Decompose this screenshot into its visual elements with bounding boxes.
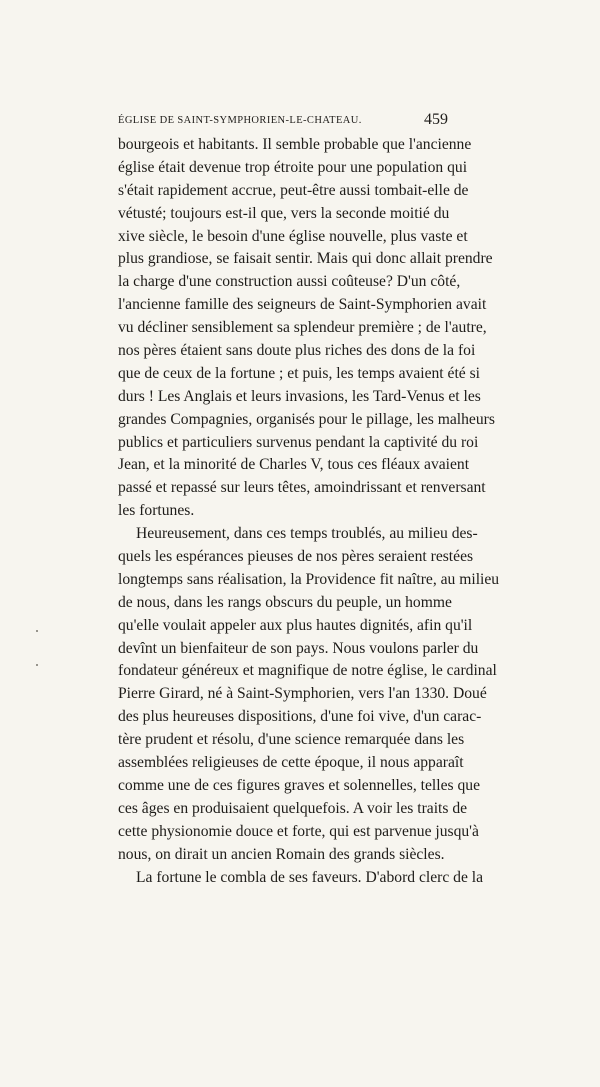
text-line: cette physionomie douce et forte, qui est parvenue jusqu'à <box>118 822 479 840</box>
text-line: s'était rapidement accrue, peut-être aussi tombait-elle de <box>118 181 469 199</box>
text-line: de nous, dans les rangs obscurs du peuple, un homme <box>118 593 452 611</box>
text-line: église était devenue trop étroite pour une population qui <box>118 158 468 176</box>
text-line: grandes Compagnies, organisés pour le pillage, les malheurs <box>118 410 495 428</box>
text-line: passé et repassé sur leurs têtes, amoindrissant et renversant <box>118 479 486 497</box>
text-line: bourgeois et habitants. Il semble probable que l'ancienne <box>118 136 472 153</box>
text-line: La fortune le combla de ses faveurs. D'abord clerc de la <box>136 868 484 886</box>
running-head: ÉGLISE DE SAINT-SYMPHORIEN-LE-CHATEAU. <box>118 115 362 126</box>
text-line: Pierre Girard, né à Saint-Symphorien, vers l'an 1330. Doué <box>118 685 487 703</box>
text-line: les fortunes. <box>118 502 195 520</box>
text-line: comme une de ces figures graves et solennelles, telles que <box>118 776 480 794</box>
text-line: Heureusement, dans ces temps troublés, au milieu des- <box>136 525 478 543</box>
text-line: devînt un bienfaiteur de son pays. Nous voulons parler du <box>118 639 479 657</box>
paper-speck <box>36 664 38 666</box>
text-line: l'ancienne famille des seigneurs de Saint-Symphorien avait <box>118 296 487 314</box>
text-line: fondateur généreux et magnifique de notre église, le cardinal <box>118 662 497 680</box>
text-line: plus grandiose, se faisait sentir. Mais qui donc allait prendre <box>118 250 493 268</box>
text-line: la charge d'une construction aussi coûteuse? D'un côté, <box>118 273 461 291</box>
text-line: tère prudent et résolu, d'une science remarquée dans les <box>118 731 465 749</box>
text-line: assemblées religieuses de cette époque, il nous apparaît <box>118 754 464 772</box>
text-line: que de ceux de la fortune ; et puis, les temps avaient été si <box>118 364 480 382</box>
text-line: nous, on dirait un ancien Romain des grands siècles. <box>118 845 445 863</box>
text-line: durs ! Les Anglais et leurs invasions, les Tard-Venus et les <box>118 387 481 405</box>
page-header <box>118 113 448 131</box>
text-line: quels les espérances pieuses de nos pères seraient restées <box>118 548 474 566</box>
text-line: vétusté; toujours est-il que, vers la seconde moitié du <box>118 204 450 222</box>
text-line: publics et particuliers survenus pendant la captivité du roi <box>118 433 479 451</box>
body-text <box>118 134 500 889</box>
text-line: nos pères étaient sans doute plus riches des dons de la foi <box>118 342 476 360</box>
text-line: xive siècle, le besoin d'une église nouvelle, plus vaste et <box>118 227 468 245</box>
text-line: Jean, et la minorité de Charles V, tous ces fléaux avaient <box>118 456 470 474</box>
text-line: qu'elle voulait appeler aux plus hautes dignités, afin qu'il <box>118 616 473 634</box>
text-line: ces âges en produisaient quelquefois. A voir les traits de <box>118 799 468 817</box>
text-line: des plus heureuses dispositions, d'une foi vive, d'un carac- <box>118 708 482 726</box>
paper-speck <box>36 630 38 632</box>
text-line: longtemps sans réalisation, la Providence fit naître, au milieu <box>118 570 500 588</box>
text-line: vu décliner sensiblement sa splendeur première ; de l'autre, <box>118 319 487 337</box>
page-number: 459 <box>424 111 448 128</box>
